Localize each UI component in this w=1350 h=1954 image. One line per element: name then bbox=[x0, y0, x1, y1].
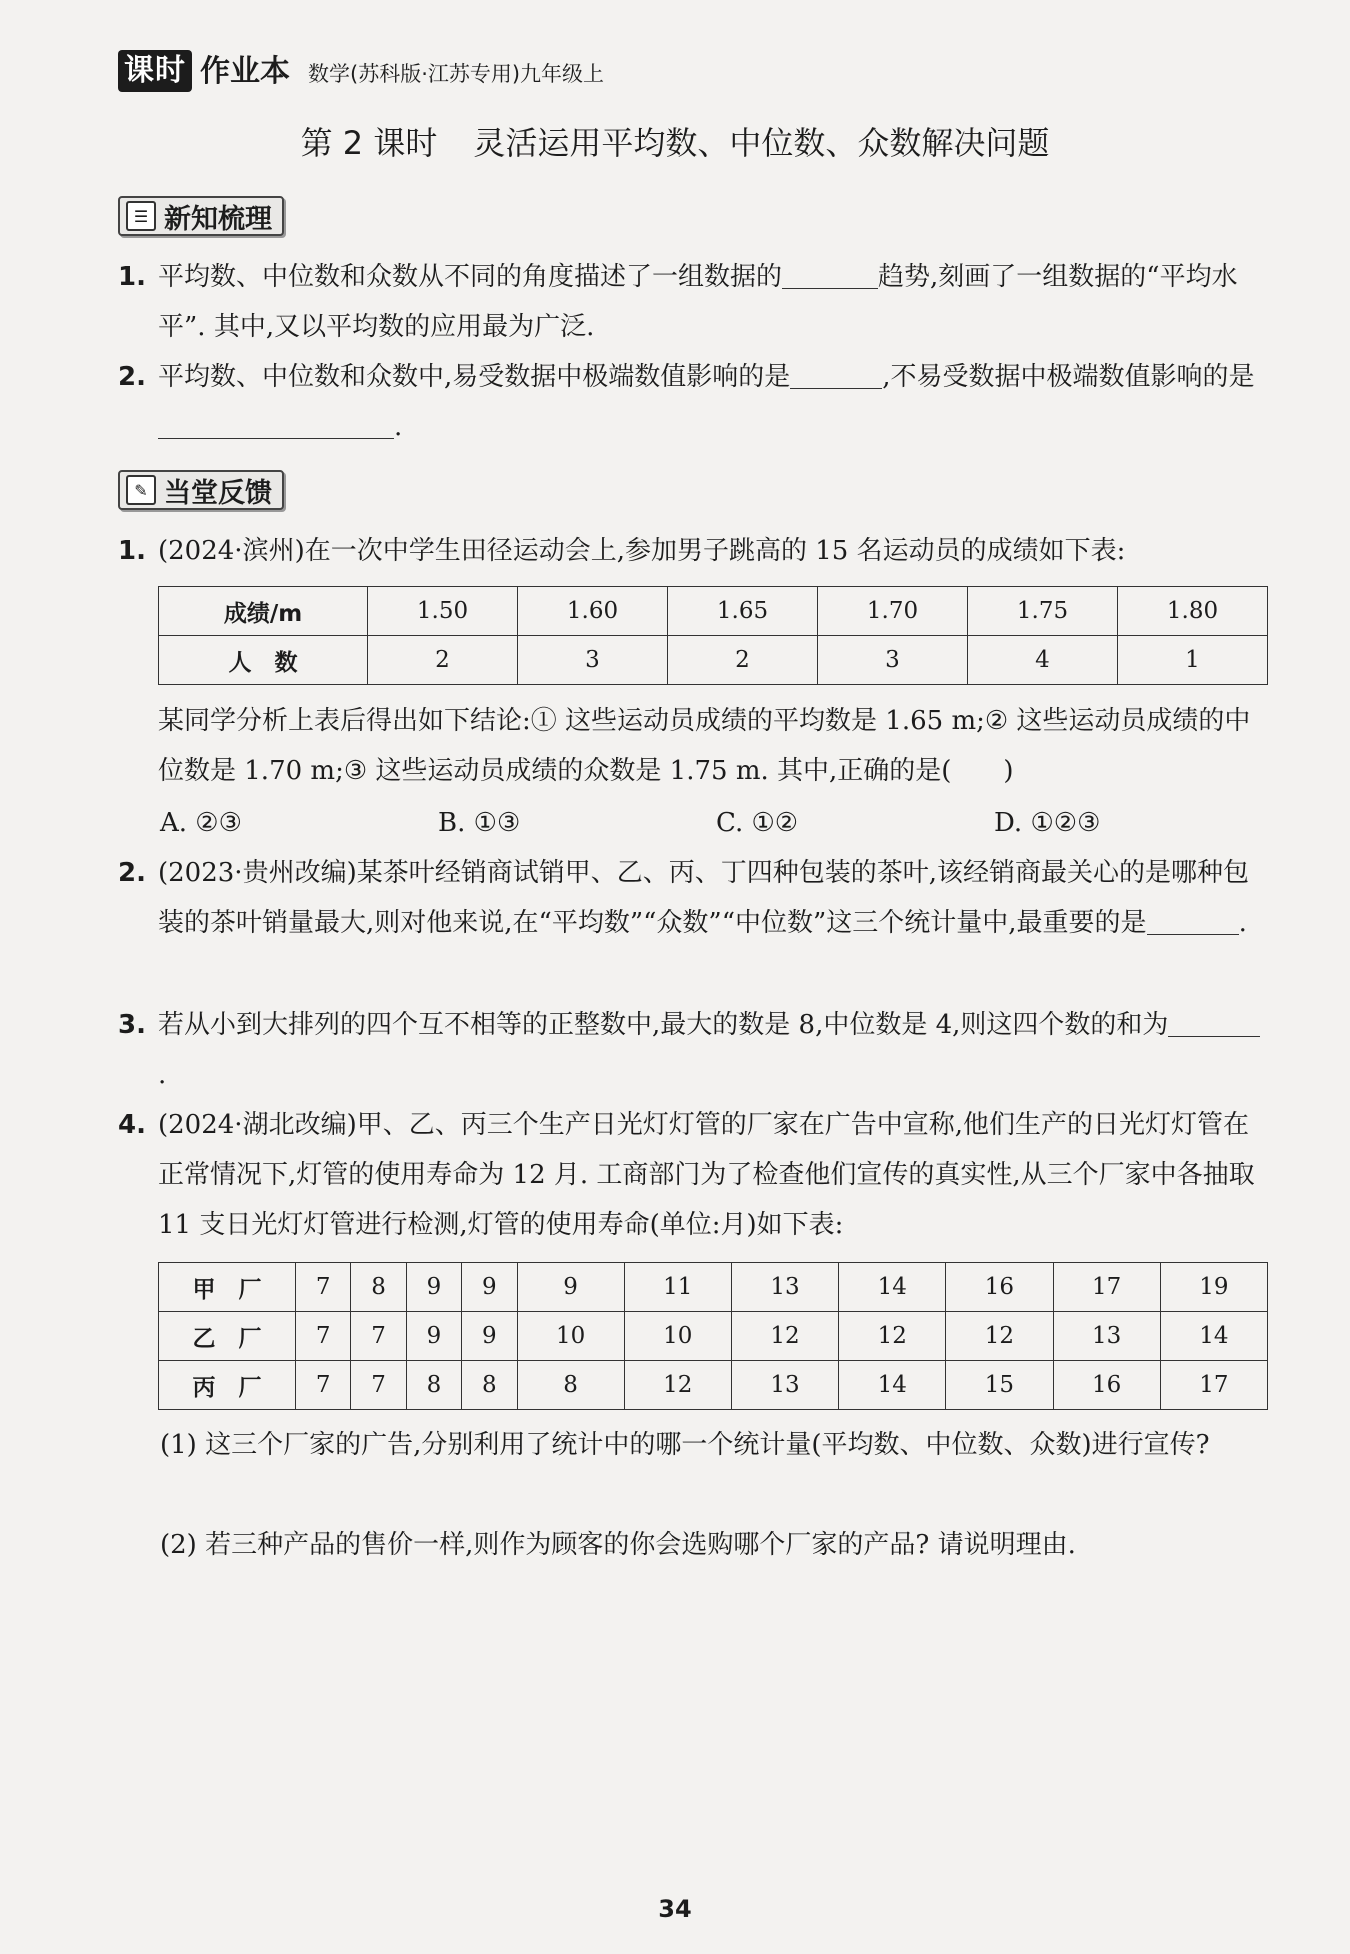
table-row: 丙 厂 7 7 8 8 8 12 13 14 15 16 17 bbox=[159, 1361, 1268, 1410]
section-knowledge-label: 新知梳理 bbox=[164, 203, 272, 235]
question-3: 3. 若从小到大排列的四个互不相等的正整数中,最大的数是 8,中位数是 4,则这四个数的和为. bbox=[118, 1000, 1268, 1100]
jump-score-table bbox=[158, 586, 1268, 685]
question-1-options bbox=[160, 798, 1270, 848]
option-a[interactable]: A. ②③ bbox=[160, 808, 242, 838]
option-b[interactable]: B. ①③ bbox=[438, 808, 521, 838]
question-4-part-1: (1) 这三个厂家的广告,分别利用了统计中的哪一个统计量(平均数、中位数、众数)进行宣传? bbox=[160, 1430, 1210, 1460]
table-row: 甲 厂 7 8 9 9 9 11 13 14 16 17 19 bbox=[159, 1263, 1268, 1312]
section-feedback-label: 当堂反馈 bbox=[164, 477, 272, 509]
header bbox=[118, 46, 604, 92]
table-row: 乙 厂 7 7 9 9 10 10 12 12 12 13 14 bbox=[159, 1312, 1268, 1361]
answer-blank[interactable] bbox=[158, 408, 394, 439]
question-1-stem: (2024·滨州)在一次中学生田径运动会上,参加男子跳高的 15 名运动员的成绩如下表: bbox=[158, 536, 1126, 566]
lesson-title bbox=[0, 118, 1350, 164]
table-row: 人 数 2 3 2 3 4 1 bbox=[159, 636, 1268, 685]
question-1: 1. (2024·滨州)在一次中学生田径运动会上,参加男子跳高的 15 名运动员的成绩如下表: bbox=[118, 536, 1126, 566]
question-4-part-2: (2) 若三种产品的售价一样,则作为顾客的你会选购哪个厂家的产品? 请说明理由. bbox=[160, 1530, 1076, 1560]
subject-label: 数学(苏科版·江苏专用)九年级上 bbox=[308, 62, 605, 86]
knowledge-item-1: 1. 平均数、中位数和众数从不同的角度描述了一组数据的 趋势,刻画了一组数据的“平均水平”. 其中,又以平均数的应用最为广泛. bbox=[118, 252, 1268, 352]
answer-blank[interactable] bbox=[790, 358, 882, 389]
lamp-life-table bbox=[158, 1262, 1268, 1410]
option-d[interactable]: D. ①②③ bbox=[994, 808, 1101, 838]
page-number: 34 bbox=[658, 1895, 692, 1923]
lesson-name: 灵活运用平均数、中位数、众数解决问题 bbox=[473, 124, 1050, 162]
pencil-icon: ✎ bbox=[126, 475, 156, 505]
brand-title: 作业本 bbox=[200, 54, 290, 89]
book-icon: ☰ bbox=[126, 201, 156, 231]
question-4: 4. (2024·湖北改编)甲、乙、丙三个生产日光灯灯管的厂家在广告中宣称,他们生产的日光灯灯管在正常情况下,灯管的使用寿命为 12 月. 工商部门为了检查他们宣传的真实性,从三个厂家中各抽取 11 支日光灯灯管进行检测,灯管的使用寿命(单位:月)如下表: bbox=[118, 1110, 1255, 1240]
knowledge-item-2: 2. 平均数、中位数和众数中,易受数据中极端数值影响的是 ,不易受数据中极端数值影响的是. bbox=[118, 352, 1268, 452]
question-1-analysis: 某同学分析上表后得出如下结论:① 这些运动员成绩的平均数是 1.65 m;② 这些运动员成绩的中位数是 1.70 m;③ 这些运动员成绩的众数是 1.75 m. 其中,正确的是( ) bbox=[158, 706, 1251, 786]
answer-blank[interactable] bbox=[1168, 1006, 1260, 1037]
option-c[interactable]: C. ①② bbox=[716, 808, 799, 838]
answer-blank[interactable] bbox=[782, 258, 878, 289]
table-row: 成绩/m 1.50 1.60 1.65 1.70 1.75 1.80 bbox=[159, 587, 1268, 636]
logo: 课时 bbox=[118, 50, 192, 92]
answer-blank[interactable] bbox=[1147, 904, 1239, 935]
question-4-stem: (2024·湖北改编)甲、乙、丙三个生产日光灯灯管的厂家在广告中宣称,他们生产的日光灯灯管在正常情况下,灯管的使用寿命为 12 月. 工商部门为了检查他们宣传的真实性,从三个厂家中各抽取 11 支日光灯灯管进行检测,灯管的使用寿命(单位:月)如下表: bbox=[158, 1110, 1255, 1240]
section-knowledge bbox=[118, 196, 284, 236]
question-2: 2. (2023·贵州改编)某茶叶经销商试销甲、乙、丙、丁四种包装的茶叶,该经销商最关心的是哪种包装的茶叶销量最大,则对他来说,在“平均数”“众数”“中位数”这三个统计量中,最重要的是 . bbox=[118, 858, 1249, 938]
section-feedback bbox=[118, 470, 284, 510]
lesson-number: 第 2 课时 bbox=[300, 124, 438, 162]
